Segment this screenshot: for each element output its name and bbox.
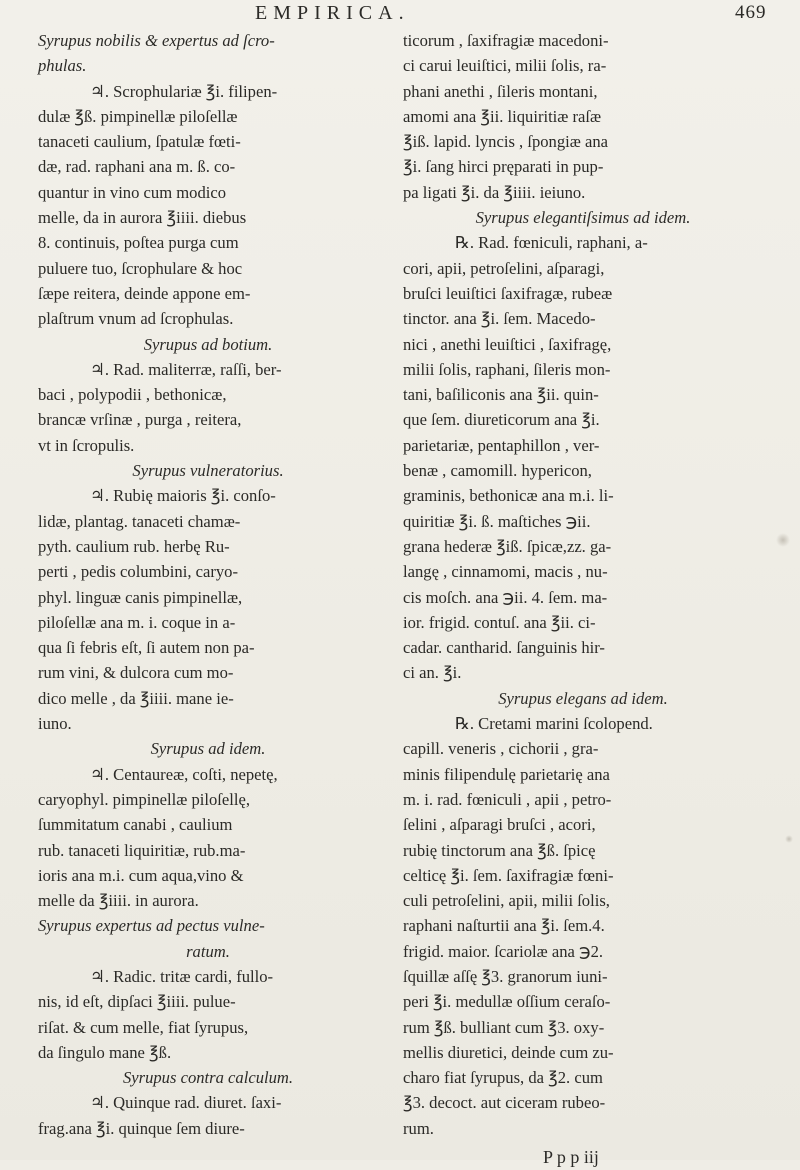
recipe-heading: Syrupus vulneratorius. bbox=[132, 461, 284, 481]
text-line: raphani naſturtii ana ℥i. ſem.4. bbox=[403, 916, 605, 936]
text-line: nis, id eſt, dipſaci ℥iiii. pulue- bbox=[38, 992, 236, 1012]
text-line: rub. tanaceti liquiritiæ, rub.ma- bbox=[38, 840, 246, 860]
text-line: bruſci leuiſtici ſaxifragæ, rubeæ bbox=[403, 283, 613, 303]
recipe-heading: ratum. bbox=[186, 941, 230, 961]
text-line: plaſtrum vnum ad ſcrophulas. bbox=[38, 309, 234, 329]
text-line: ci carui leuiſtici, milii ſolis, ra- bbox=[403, 56, 607, 76]
text-line: phani anethi , ſileris montani, bbox=[403, 81, 598, 101]
ink-blot bbox=[785, 835, 793, 843]
text-line: parietariæ, pentaphillon , ver- bbox=[403, 435, 600, 455]
text-line: phyl. linguæ canis pimpinellæ, bbox=[38, 587, 243, 607]
text-line: langę , cinnamomi, macis , nu- bbox=[403, 562, 608, 582]
text-line: ℥i. ſang hirci pręparati in pup- bbox=[403, 157, 604, 177]
text-line: ſelini , aſparagi bruſci , acori, bbox=[403, 815, 596, 835]
text-line: vt in ſcropulis. bbox=[38, 435, 135, 455]
recipe-heading: Syrupus contra calculum. bbox=[122, 1068, 294, 1088]
text-line: cori, apii, petroſelini, aſparagi, bbox=[403, 258, 605, 278]
running-title: EMPIRICA. bbox=[255, 2, 410, 24]
text-line: ior. frigid. contuſ. ana ℥ii. ci- bbox=[403, 612, 596, 632]
text-line: ℞. Rad. fœniculi, raphani, a- bbox=[455, 233, 648, 253]
text-line: tinctor. ana ℥i. ſem. Macedo- bbox=[403, 309, 596, 329]
page-header bbox=[0, 2, 800, 28]
text-line: da ſingulo mane ℥ß. bbox=[38, 1042, 172, 1062]
text-line: ci an. ℥i. bbox=[403, 663, 462, 683]
text-line: charo fiat ſyrupus, da ℥2. cum bbox=[403, 1068, 603, 1088]
text-line: ♃. Radic. tritæ cardi, fullo- bbox=[90, 966, 274, 986]
text-line: ℥3. decoct. aut ciceram rubeo- bbox=[403, 1093, 606, 1113]
text-line: ♃. Rad. maliterræ, raſſi, ber- bbox=[90, 359, 282, 379]
text-line: ſæpe reitera, deinde appone em- bbox=[38, 283, 251, 303]
text-line: ticorum , ſaxifragiæ macedoni- bbox=[403, 31, 609, 50]
text-line: ſummitatum canabi , caulium bbox=[38, 815, 233, 835]
text-line: grana hederæ ℥iß. ſpicæ,zz. ga- bbox=[403, 536, 612, 556]
text-line: ♃. Centaureæ, coſti, nepetę, bbox=[90, 764, 278, 784]
text-line: piloſellæ ana m. i. coque in a- bbox=[38, 612, 236, 632]
text-line: m. i. rad. fœniculi , apii , petro- bbox=[403, 789, 612, 809]
text-line: ℥iß. lapid. lyncis , ſpongiæ ana bbox=[403, 132, 608, 152]
text-line: dico melle , da ℥iiii. mane ie- bbox=[38, 688, 234, 708]
text-line: 8. continuis, poſtea purga cum bbox=[38, 233, 239, 253]
text-line: amomi ana ℥ii. liquiritiæ raſæ bbox=[403, 106, 602, 126]
text-line: celticę ℥i. ſem. ſaxifragiæ fœni- bbox=[403, 865, 614, 885]
text-line: puluere tuo, ſcrophulare & hoc bbox=[38, 258, 243, 278]
recipe-heading: Syrupus ad botium. bbox=[143, 334, 273, 354]
text-line: rum ℥ß. bulliant cum ℥3. oxy- bbox=[403, 1017, 605, 1037]
text-line: benæ , camomill. hypericon, bbox=[403, 461, 592, 481]
recipe-heading: Syrupus elegans ad idem. bbox=[498, 688, 668, 708]
text-line: pa ligati ℥i. da ℥iiii. ieiuno. bbox=[403, 182, 586, 202]
text-line: frigid. maior. ſcariolæ ana ℈2. bbox=[403, 941, 604, 961]
left-column bbox=[38, 28, 378, 1141]
text-line: milii ſolis, raphani, ſileris mon- bbox=[403, 359, 611, 379]
text-line: mellis diuretici, deinde cum zu- bbox=[403, 1042, 614, 1062]
text-line: tanaceti caulium, ſpatulæ fœti- bbox=[38, 132, 241, 152]
text-line: cadar. cantharid. ſanguinis hir- bbox=[403, 638, 605, 658]
text-line: melle, da in aurora ℥iiii. diebus bbox=[38, 208, 247, 228]
text-line: perti , pedis columbini, caryo- bbox=[38, 562, 238, 582]
recipe-heading: Syrupus nobilis & expertus ad ſcro- bbox=[38, 31, 275, 50]
text-line: ♃. Quinque rad. diuret. ſaxi- bbox=[90, 1093, 282, 1113]
recipe-heading: phulas. bbox=[38, 56, 87, 76]
text-line: dulæ ℥ß. pimpinellæ piloſellæ bbox=[38, 106, 238, 126]
text-line: rubię tinctorum ana ℥ß. ſpicę bbox=[403, 840, 596, 860]
text-line: rum. bbox=[403, 1118, 434, 1138]
text-line: nici , anethi leuiſtici , ſaxifragę, bbox=[403, 334, 612, 354]
text-line: rum vini, & dulcora cum mo- bbox=[38, 663, 234, 683]
text-line: iuno. bbox=[38, 714, 72, 734]
text-line: culi petroſelini, apii, milii ſolis, bbox=[403, 891, 610, 911]
text-line: capill. veneris , cichorii , gra- bbox=[403, 739, 599, 759]
recipe-heading: Syrupus expertus ad pectus vulne- bbox=[38, 916, 265, 936]
text-line: cis moſch. ana ℈ii. 4. ſem. ma- bbox=[403, 587, 608, 607]
text-line: tani, baſiliconis ana ℥ii. quin- bbox=[403, 385, 599, 405]
text-line: ♃. Scrophulariæ ℥i. filipen- bbox=[90, 81, 278, 101]
text-line: graminis, bethonicæ ana m.i. li- bbox=[403, 486, 614, 506]
ink-blot bbox=[776, 533, 790, 547]
text-line: ſquillæ aſſę ℥3. granorum iuni- bbox=[403, 966, 608, 986]
text-line: quantur in vino cum modico bbox=[38, 182, 227, 202]
right-column bbox=[403, 28, 763, 1170]
recipe-heading: Syrupus elegantiſsimus ad idem. bbox=[475, 208, 691, 228]
text-line: ioris ana m.i. cum aqua,vino & bbox=[38, 865, 244, 885]
text-line: minis filipendulę parietarię ana bbox=[403, 764, 610, 784]
text-line: caryophyl. pimpinellæ piloſellę, bbox=[38, 789, 250, 809]
text-line: ♃. Rubię maioris ℥i. conſo- bbox=[90, 486, 276, 506]
page-number: 469 bbox=[735, 2, 767, 23]
signature-mark: P p p iij bbox=[543, 1147, 599, 1168]
text-line: frag.ana ℥i. quinque ſem diure- bbox=[38, 1118, 245, 1138]
text-line: qua ſi febris eſt, ſi autem non pa- bbox=[38, 638, 255, 658]
text-line: melle da ℥iiii. in aurora. bbox=[38, 891, 199, 911]
text-line: quiritiæ ℥i. ß. maſtiches ℈ii. bbox=[403, 511, 591, 531]
text-line: baci , polypodii , bethonicæ, bbox=[38, 385, 227, 405]
text-line: ℞. Cretami marini ſcolopend. bbox=[455, 714, 653, 734]
recipe-heading: Syrupus ad idem. bbox=[150, 739, 266, 759]
text-line: peri ℥i. medullæ oſſium ceraſo- bbox=[403, 992, 611, 1012]
text-line: dæ, rad. raphani ana m. ß. co- bbox=[38, 157, 236, 177]
text-line: pyth. caulium rub. herbę Ru- bbox=[38, 536, 230, 556]
text-line: lidæ, plantag. tanaceti chamæ- bbox=[38, 511, 241, 531]
text-line: riſat. & cum melle, fiat ſyrupus, bbox=[38, 1017, 249, 1037]
text-line: que ſem. diureticorum ana ℥i. bbox=[403, 410, 600, 430]
text-line: brancæ vrſinæ , purga , reitera, bbox=[38, 410, 242, 430]
